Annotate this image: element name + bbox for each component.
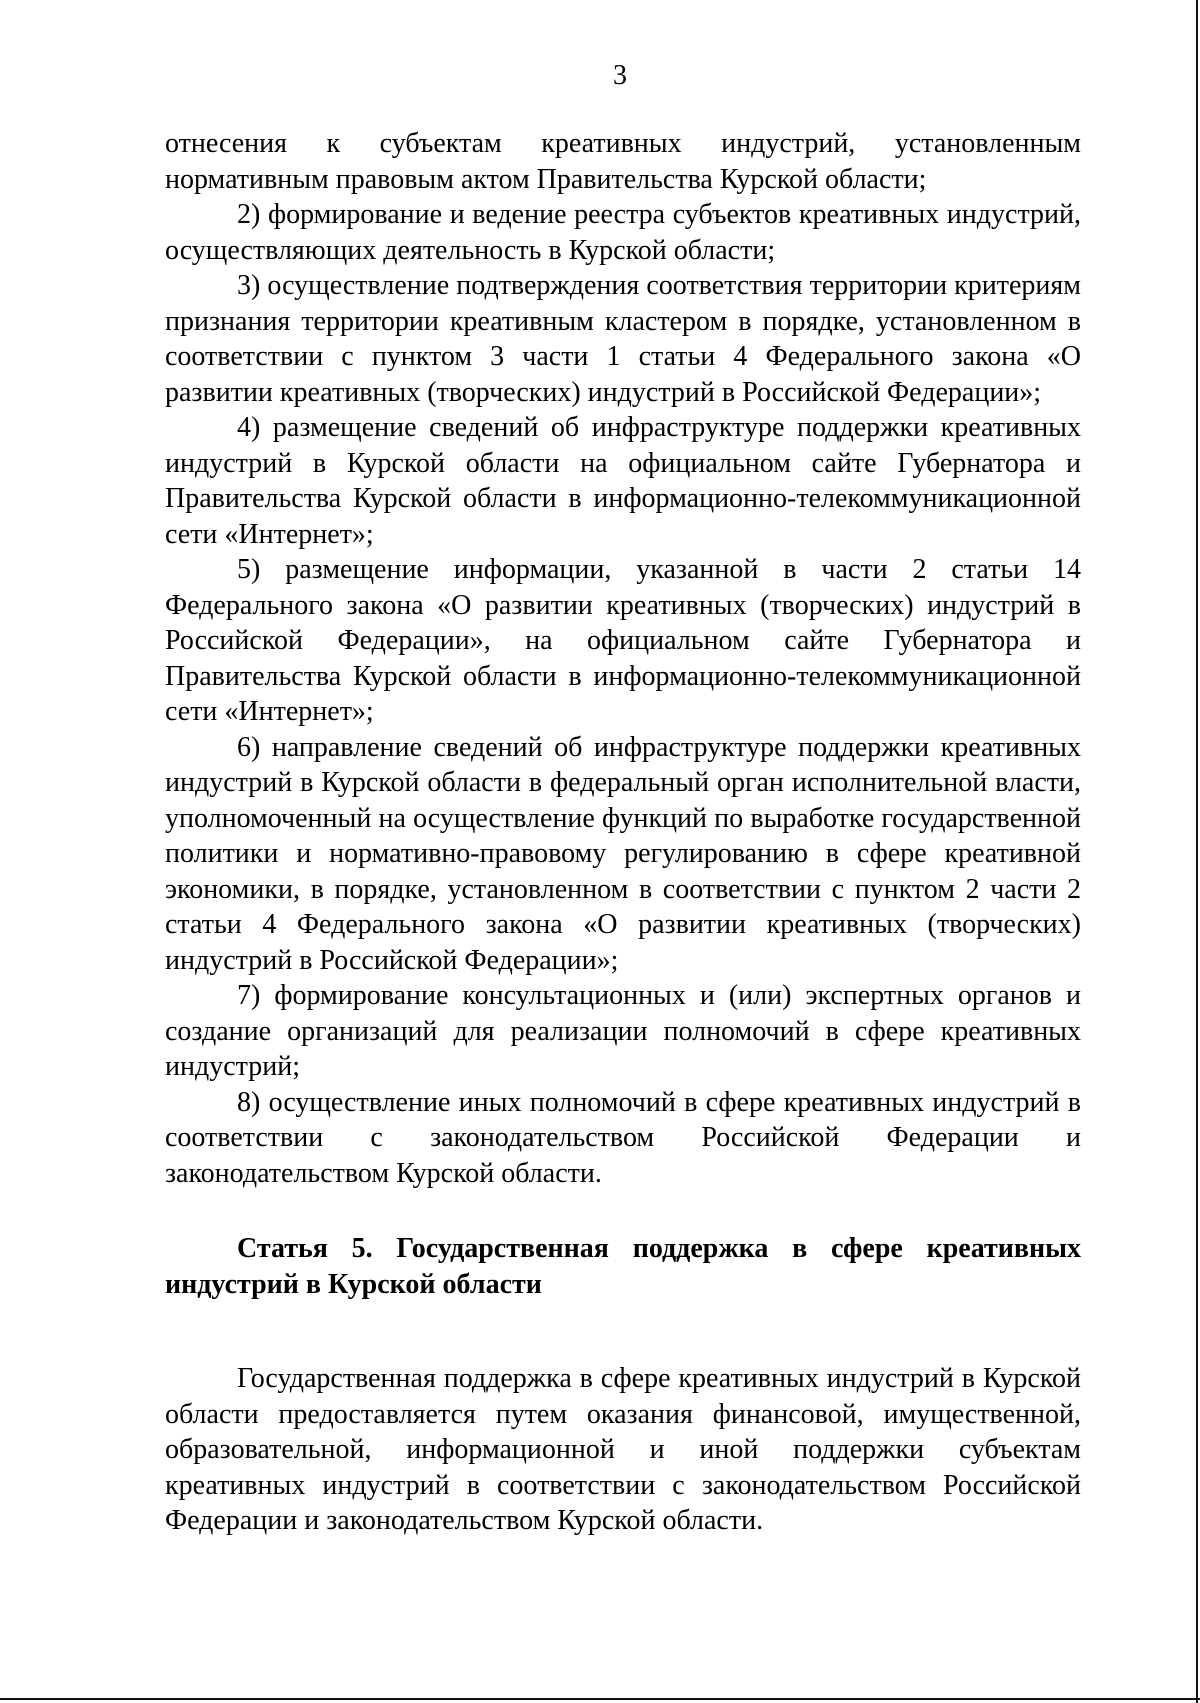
list-item-2: 2) формирование и ведение реестра субъектов креативных индустрий, осуществляющих деятельность в Курской области;: [165, 199, 1081, 266]
list-item-6: 6) направление сведений об инфраструктуре поддержки креативных индустрий в Курской области в федеральный орган исполнительной власти, уполномоченный на осуществление функций по выработке государственной политики и нормативно-правовому регулированию в сфере креативной экономики, в порядке, установленном в соответствии с пунктом 2 части 2 статьи 4 Федерального закона «О развитии креативных (творческих) индустрий в Российской Федерации»;: [165, 731, 1081, 976]
page-number: 3: [613, 60, 627, 91]
list-item-5: 5) размещение информации, указанной в части 2 статьи 14 Федерального закона «О развитии креативных (творческих) индустрий в Российской Федерации», на официальном сайте Губернатора и Правительства Курской области в информационно-телекоммуникационной сети «Интернет»;: [165, 554, 1081, 727]
article-paragraph: Государственная поддержка в сфере креативных индустрий в Курской области предоставляется путем оказания финансовой, имущественной, образовательной, информационной и иной поддержки субъектам креативных индустрий в соответствии с законодательством Российской Федерации и законодательством Курской области.: [165, 1363, 1081, 1536]
scan-edge-right: [1196, 0, 1198, 1703]
list-item-3: 3) осуществление подтверждения соответствия территории критериям признания территории креативным кластером в порядке, установленном в соответствии с пунктом 3 части 1 статьи 4 Федерального закона «О развитии креативных (творческих) индустрий в Российской Федерации»;: [165, 270, 1081, 408]
document-body: [165, 126, 1081, 1539]
list-item-4: 4) размещение сведений об инфраструктуре поддержки креативных индустрий в Курской области на официальном сайте Губернатора и Правительства Курской области в информационно-телекоммуникационной сети «Интернет»;: [165, 412, 1081, 550]
list-item-7: 7) формирование консультационных и (или) экспертных органов и создание организаций для реализации полномочий в сфере креативных индустрий;: [165, 980, 1081, 1082]
scan-edge-bottom: [0, 1698, 1200, 1700]
article-heading: Статья 5. Государственная поддержка в сфере креативных индустрий в Курской области: [165, 1233, 1081, 1300]
paragraph-continuation: отнесения к субъектам креативных индустрий, установленным нормативным правовым актом Правительства Курской области;: [165, 128, 1081, 195]
list-item-8: 8) осуществление иных полномочий в сфере креативных индустрий в соответствии с законодательством Российской Федерации и законодательством Курской области.: [165, 1086, 1081, 1189]
